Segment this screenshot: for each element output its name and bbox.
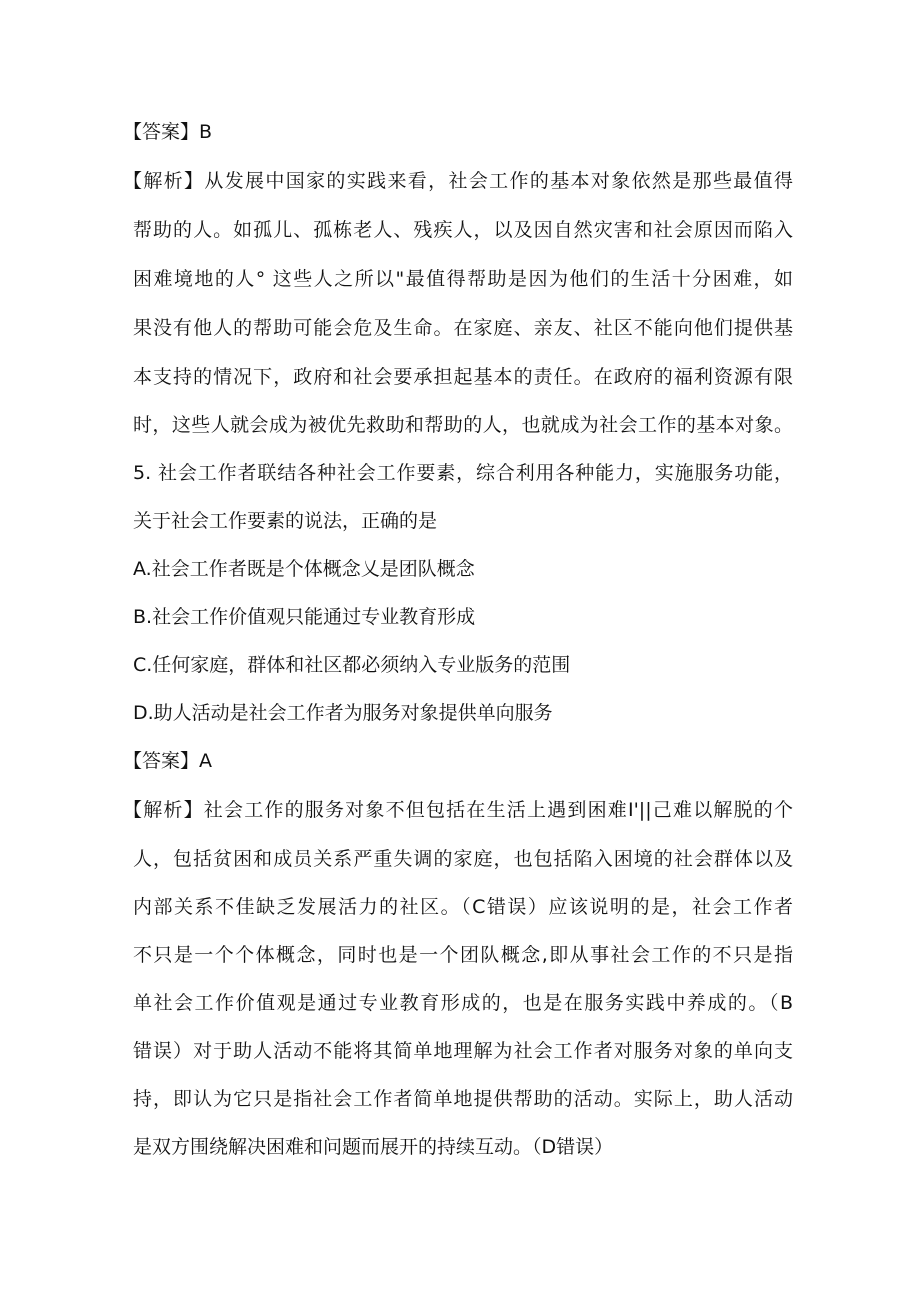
q5-analysis-line-4: 不只是一个个体概念，同时也是一个团队概念,即从事社会工作的不只是指 [133,944,793,966]
q4-analysis-line-6: 时，这些人就会成为被优先救助和帮助的人，也就成为社会工作的基本对象。 [133,414,793,436]
q5-option-b: B.社会工作价值观只能通过专业教育形成 [133,606,476,628]
q5-analysis-line-8: 是双方围绕解决困难和问题而展开的持续互动。（D错误） [133,1136,614,1158]
q5-option-a: A.社会工作者既是个体概念乂是团队概念 [133,558,475,580]
q5-option-c: C.任何家庭，群体和社区都必须纳入专业版务的范围 [133,654,571,676]
q5-analysis-line-7: 持，即认为它只是指社会工作者简单地提供帮助的活动。实际上，助人活动 [133,1088,793,1110]
q5-question-line-1: 5. 社会工作者联结各种社会工作要素，综合利用各种能力，实施服务功能， [133,462,793,484]
q5-analysis-line-2: 人，包括贫困和成员关系严重失调的家庭，也包括陷入困境的社会群体以及 [133,848,793,870]
q4-analysis-line-5: 本支持的情况下，政府和社会要承担起基本的责任。在政府的福利资源有限 [133,366,793,388]
q5-option-d: D.助人活动是社会工作者为服务对象提供单向服务 [133,702,553,724]
q5-analysis-line-1: 【解析】社会工作的服务对象不但包括在生活上遇到困难I'||己难以解脱的个 [123,799,793,821]
q4-analysis-line-2: 帮助的人。如孤儿、孤栋老人、残疾人，以及因自然灾害和社会原因而陷入 [133,219,793,241]
q5-question-line-2: 关于社会工作要素的说法，正确的是 [133,510,438,532]
q5-analysis-line-3: 内部关系不佳缺乏发展活力的社区。（C错误）应该说明的是，社会工作者 [133,896,793,918]
q4-analysis-line-1: 【解析】从发展中国家的实践来看，社会工作的基本对象依然是那些最值得 [123,170,793,192]
q4-answer: 【答案】B [123,121,213,143]
q5-analysis-line-5: 单社会工作价值观是通过专业教育形成的，也是在服务实践中养成的。（B [133,992,793,1014]
q5-analysis-line-6: 错误）对于助人活动不能将其简单地理解为社会工作者对服务对象的单向支 [133,1040,793,1062]
q4-analysis-line-3: 困难境地的人° 这些人之所以"最值得帮助是因为他们的生活十分困难，如 [133,268,793,290]
q5-answer: 【答案】A [123,750,212,772]
q4-analysis-line-4: 果没有他人的帮助可能会危及生命。在家庭、亲友、社区不能向他们提供基 [133,317,793,339]
